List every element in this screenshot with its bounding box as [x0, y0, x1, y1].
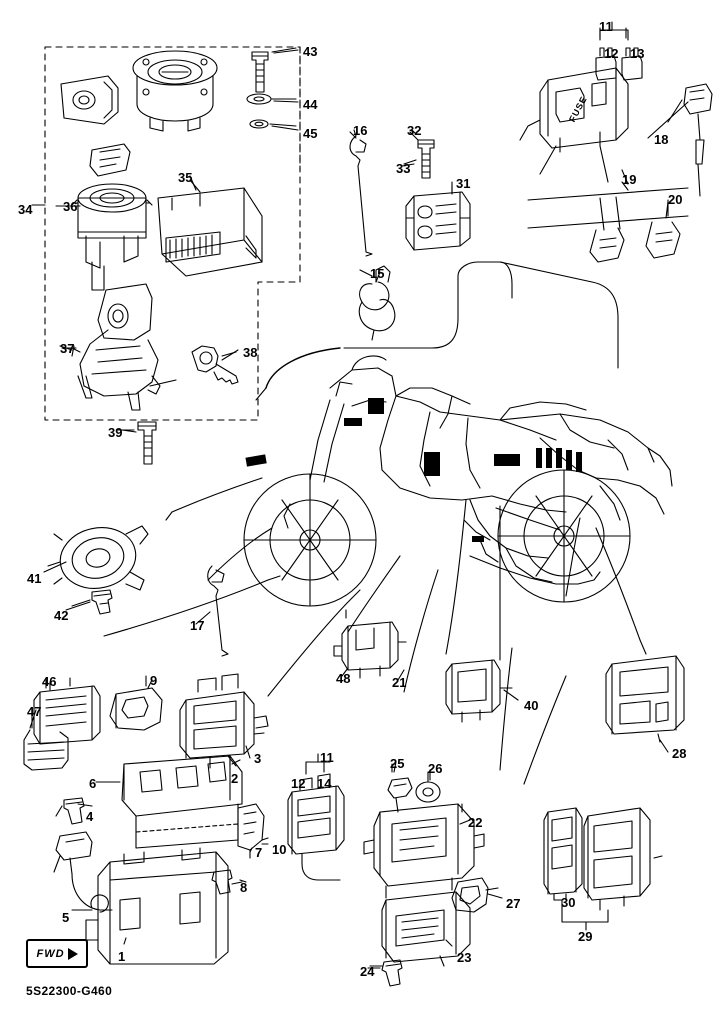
callout-number-39: 39 [108, 425, 123, 440]
callout-number-43: 43 [303, 44, 318, 59]
callout-number-27: 27 [506, 896, 521, 911]
callout-number-16: 16 [353, 123, 368, 138]
callout-number-4: 4 [86, 809, 94, 824]
callout-number-36: 36 [63, 199, 78, 214]
callout-number-2: 2 [231, 771, 239, 786]
callout-number-26: 26 [428, 761, 443, 776]
fwd-arrow-icon [68, 948, 78, 960]
callout-number-18: 18 [654, 132, 669, 147]
callout-number-24: 24 [360, 964, 375, 979]
callout-number-12: 12 [291, 776, 306, 791]
callout-number-10: 10 [272, 842, 287, 857]
callout-number-13: 13 [630, 46, 645, 61]
callout-number-40: 40 [524, 698, 539, 713]
callout-number-22: 22 [468, 815, 483, 830]
callout-number-29: 29 [578, 929, 593, 944]
callout-number-28: 28 [672, 746, 687, 761]
callout-number-37: 37 [60, 341, 75, 356]
callout-number-3: 3 [254, 751, 262, 766]
callout-number-20: 20 [668, 192, 683, 207]
callout-number-30: 30 [561, 895, 576, 910]
fwd-direction-marker [26, 939, 88, 968]
callout-number-1: 1 [118, 949, 126, 964]
callout-number-11: 11 [599, 19, 613, 34]
callout-number-11: 11 [320, 750, 334, 765]
callout-number-35: 35 [178, 170, 193, 185]
callout-number-45: 45 [303, 126, 318, 141]
callout-number-34: 34 [18, 202, 33, 217]
part-code: 5S22300-G460 [26, 984, 113, 998]
callout-number-44: 44 [303, 97, 318, 112]
fwd-label: FWD [36, 947, 65, 960]
fuse-box-label: FUSE [567, 94, 589, 124]
callout-number-25: 25 [390, 756, 405, 771]
callout-number-19: 19 [622, 172, 637, 187]
callout-number-23: 23 [457, 950, 472, 965]
callout-number-31: 31 [456, 176, 471, 191]
callout-number-42: 42 [54, 608, 69, 623]
callout-number-38: 38 [243, 345, 258, 360]
callout-number-33: 33 [396, 161, 411, 176]
callout-number-5: 5 [62, 910, 70, 925]
callout-number-7: 7 [255, 845, 263, 860]
callout-number-48: 48 [336, 671, 351, 686]
callout-number-9: 9 [150, 673, 158, 688]
callout-number-46: 46 [42, 674, 57, 689]
callout-number-6: 6 [89, 776, 97, 791]
callout-number-21: 21 [392, 675, 407, 690]
callout-number-14: 14 [317, 776, 332, 791]
callout-number-15: 15 [370, 266, 385, 281]
callout-number-12: 12 [604, 46, 619, 61]
callout-number-47: 47 [27, 704, 42, 719]
callout-number-41: 41 [27, 571, 42, 586]
callout-number-17: 17 [190, 618, 205, 633]
callout-number-32: 32 [407, 123, 422, 138]
callout-number-8: 8 [240, 880, 248, 895]
